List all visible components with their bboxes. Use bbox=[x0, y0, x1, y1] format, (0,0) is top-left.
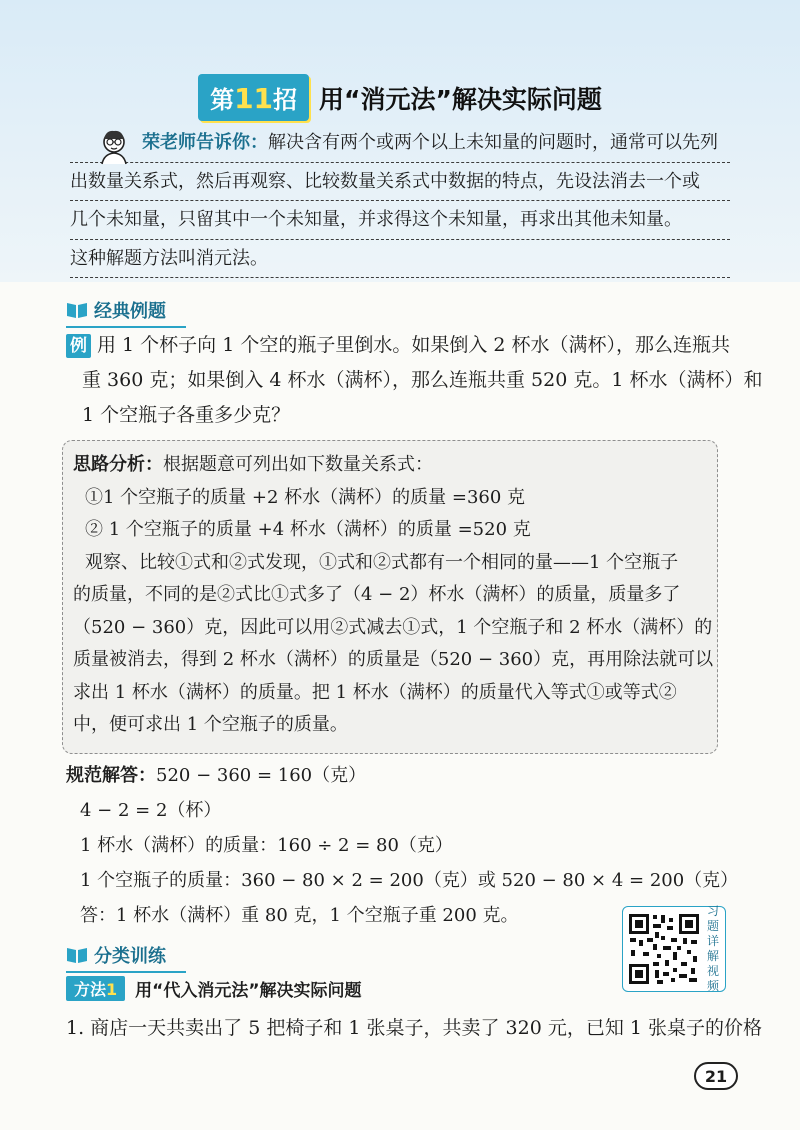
page-title bbox=[0, 74, 800, 121]
equation-1: ①1 个空瓶子的质量 +2 杯水（满杯）的质量 =360 克 bbox=[85, 486, 526, 508]
answer-label: 规范解答： bbox=[66, 765, 156, 786]
lesson-badge: 第11招 bbox=[198, 74, 309, 121]
example-badge: 例 bbox=[66, 334, 91, 358]
qr-label: 习 题 详 解 视 频 bbox=[706, 904, 719, 993]
method-badge: 方法1 bbox=[66, 976, 125, 1001]
teacher-note-label: 荣老师告诉你： bbox=[142, 132, 268, 153]
teacher-avatar-icon bbox=[94, 126, 134, 166]
teacher-note-line: 几个未知量，只留其中一个未知量，并求得这个未知量，再求出其他未知量。 bbox=[70, 201, 730, 240]
page-number: 21 bbox=[694, 1062, 738, 1090]
method-heading bbox=[66, 976, 362, 1001]
standard-answer: 规范解答：520 − 360 = 160（克） 4 − 2 = 2（杯） 1 杯水（满杯）的质量：160 ÷ 2 = 80（克） 1 个空瓶子的质量：360 − 80 × 2 = 200（克）或 520 − 80 × 4 = 200（克） 答：1 杯水（满杯）重 80 克，1 个空瓶子重 200 克。 bbox=[66, 765, 739, 926]
method-title: 用“代入消元法”解决实际问题 bbox=[135, 981, 362, 1001]
teacher-note-line: 这种解题方法叫消元法。 bbox=[70, 240, 730, 279]
practice-problem-1: 1. 商店一天共卖出了 5 把椅子和 1 张桌子，共卖了 320 元，已知 1 张桌子的价格 bbox=[66, 1017, 763, 1039]
video-qr-code[interactable] bbox=[622, 906, 726, 992]
teacher-note bbox=[70, 124, 730, 278]
teacher-note-line: 出数量关系式，然后再观察、比较数量关系式中数据的特点，先设法消去一个或 bbox=[70, 163, 730, 202]
equation-2: ② 1 个空瓶子的质量 +4 杯水（满杯）的质量 =520 克 bbox=[85, 519, 531, 540]
teacher-note-line: 荣老师告诉你：解决含有两个或两个以上未知量的问题时，通常可以先列 bbox=[70, 124, 730, 163]
analysis-box: 思路分析：根据题意可列出如下数量关系式： ①1 个空瓶子的质量 +2 杯水（满杯）的质量 =360 克 ② 1 个空瓶子的质量 +4 杯水（满杯）的质量 =520 克 观察、比较①式和②式发现，①式和②式都有一个相同的量——1 个空瓶子 的质量，不同的是②式比①式多了（4 − 2）杯水（满杯）的质量，质量多了 （520 − 360）克，因此可以用②式减去①式，1 个空瓶子和 2 杯水（满杯）的 质量被消去，得到 2 杯水（满杯）的质量是（520 − 360）克，再用除法就可以 求出 1 杯水（满杯）的质量。把 1 杯水（满杯）的质量代入等式①或等式② 中，便可求出 1 个空瓶子的质量。 bbox=[62, 440, 718, 754]
section-heading-examples: 经典例题 bbox=[66, 297, 166, 323]
analysis-label: 思路分析： bbox=[73, 454, 163, 475]
lesson-title: 用“消元法”解决实际问题 bbox=[319, 84, 602, 114]
qr-code-icon bbox=[627, 912, 701, 986]
book-icon bbox=[66, 946, 88, 964]
book-icon bbox=[66, 301, 88, 319]
example-problem: 例 用 1 个杯子向 1 个空的瓶子里倒水。如果倒入 2 杯水（满杯），那么连瓶共 重 360 克；如果倒入 4 杯水（满杯），那么连瓶共重 520 克。1 杯水（满杯）和 1 个空瓶子各重多少克？ bbox=[66, 328, 746, 433]
section-heading-training: 分类训练 bbox=[66, 942, 166, 968]
section-underline bbox=[66, 971, 186, 973]
